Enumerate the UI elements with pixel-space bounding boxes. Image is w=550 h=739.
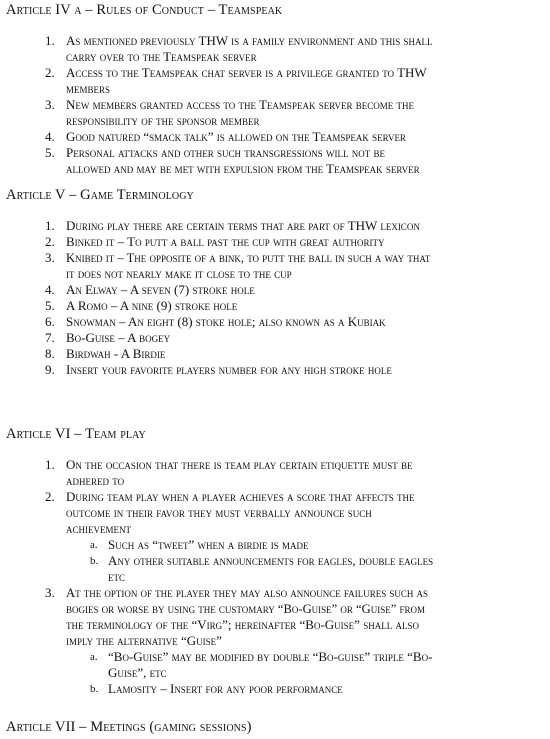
list-item-text: it does not nearly make it close to the cup — [66, 266, 292, 281]
list-number: 1. — [45, 33, 55, 48]
list-item-text: carry over to the Teamspeak server — [66, 49, 257, 64]
list-number: 5. — [45, 298, 55, 313]
list-item-text: On the occasion that there is team play certain etiquette must be — [66, 457, 413, 472]
section-heading-article-5: Article V – Game Terminology — [6, 187, 194, 203]
list-item-text: bogies or worse by using the customary “Bo-Guise” or “Guise” from — [66, 602, 425, 616]
list-item-text: Personal attacks and other such transgressions will not be — [66, 145, 386, 160]
list-item-text: Binked it – To putt a ball past the cup with great authority — [66, 234, 385, 249]
section-heading-article-7: Article VII – Meetings (gaming sessions) — [6, 719, 252, 735]
list-number: 3. — [45, 250, 55, 265]
list-item-text: the terminology of the “Virg”; hereinafter “Bo-Guise” shall also — [66, 617, 419, 632]
list-number: 1. — [45, 457, 55, 472]
list-item-text: Access to the Teamspeak chat server is a privilege granted to THW — [66, 65, 427, 80]
list-item-text: outcome in their favor they must verbally announce such — [66, 505, 372, 520]
list-item-text: New members granted access to the Teamspeak server become the — [66, 97, 414, 112]
list-number: 7. — [45, 330, 55, 345]
list-item-text: imply the alternative “Guise” — [66, 633, 222, 648]
list-number: 1. — [45, 218, 55, 233]
sublist-letter: b. — [90, 683, 99, 695]
sublist-letter: a. — [90, 539, 98, 551]
sublist-item-text: Guise”, etc — [108, 665, 167, 680]
list-number: 2. — [45, 234, 55, 249]
list-item-text: achievement — [66, 521, 131, 536]
list-item-text: responsibility of the sponsor member — [66, 113, 260, 128]
list-item-text: Good natured “smack talk” is allowed on the Teamspeak server — [66, 129, 406, 144]
list-number: 3. — [45, 97, 55, 112]
list-item-text: adhered to — [66, 473, 125, 488]
list-item-text: A Romo – A nine (9) stroke hole — [66, 298, 238, 313]
sublist-letter: b. — [90, 555, 99, 567]
list-item-text: Knibed it – The opposite of a bink, to putt the ball in such a way that — [66, 251, 431, 265]
list-item-text: During play there are certain terms that are part of THW lexicon — [66, 218, 420, 233]
list-item-text: An Elway – A seven (7) stroke hole — [66, 282, 255, 297]
list-item-text: allowed and may be met with expulsion from the Teamspeak server — [66, 161, 420, 176]
list-item-text: As mentioned previously THW is a family environment and this shall — [66, 33, 433, 48]
list-number: 9. — [45, 362, 55, 377]
list-number: 6. — [45, 314, 55, 329]
list-number: 3. — [45, 585, 55, 600]
sublist-item-text: Such as “tweet” when a birdie is made — [108, 537, 309, 552]
list-item-text: members — [66, 81, 111, 96]
sublist-letter: a. — [90, 651, 98, 663]
list-number: 8. — [45, 346, 55, 361]
sublist-item-text: Any other suitable announcements for eagles, double eagles — [108, 553, 434, 568]
list-number: 2. — [45, 65, 55, 80]
list-item-text: Snowman – An eight (8) stoke hole; also known as a Kubiak — [66, 314, 386, 329]
section-heading-article-6: Article VI – Team play — [6, 426, 146, 442]
list-number: 4. — [45, 282, 55, 297]
list-number: 4. — [45, 129, 55, 144]
list-item-text: Insert your favorite players number for any high stroke hole — [66, 362, 392, 377]
sublist-item-text: Lamosity – Insert for any poor performance — [108, 681, 343, 696]
list-number: 5. — [45, 145, 55, 160]
list-item-text: Bo-Guise – A bogey — [66, 330, 171, 345]
list-item-text: At the option of the player they may also announce failures such as — [66, 586, 429, 600]
section-heading-article-4a: Article IV a – Rules of Conduct – Teamspeak — [6, 2, 283, 18]
sublist-item-text: “Bo-Guise” may be modified by double “Bo-guise” triple “Bo- — [108, 649, 433, 664]
sublist-item-text: etc — [108, 569, 125, 584]
list-item-text: During team play when a player achieves a score that affects the — [66, 489, 415, 504]
list-item-text: Birdwah - A Birdie — [66, 346, 166, 361]
list-number: 2. — [45, 489, 55, 504]
